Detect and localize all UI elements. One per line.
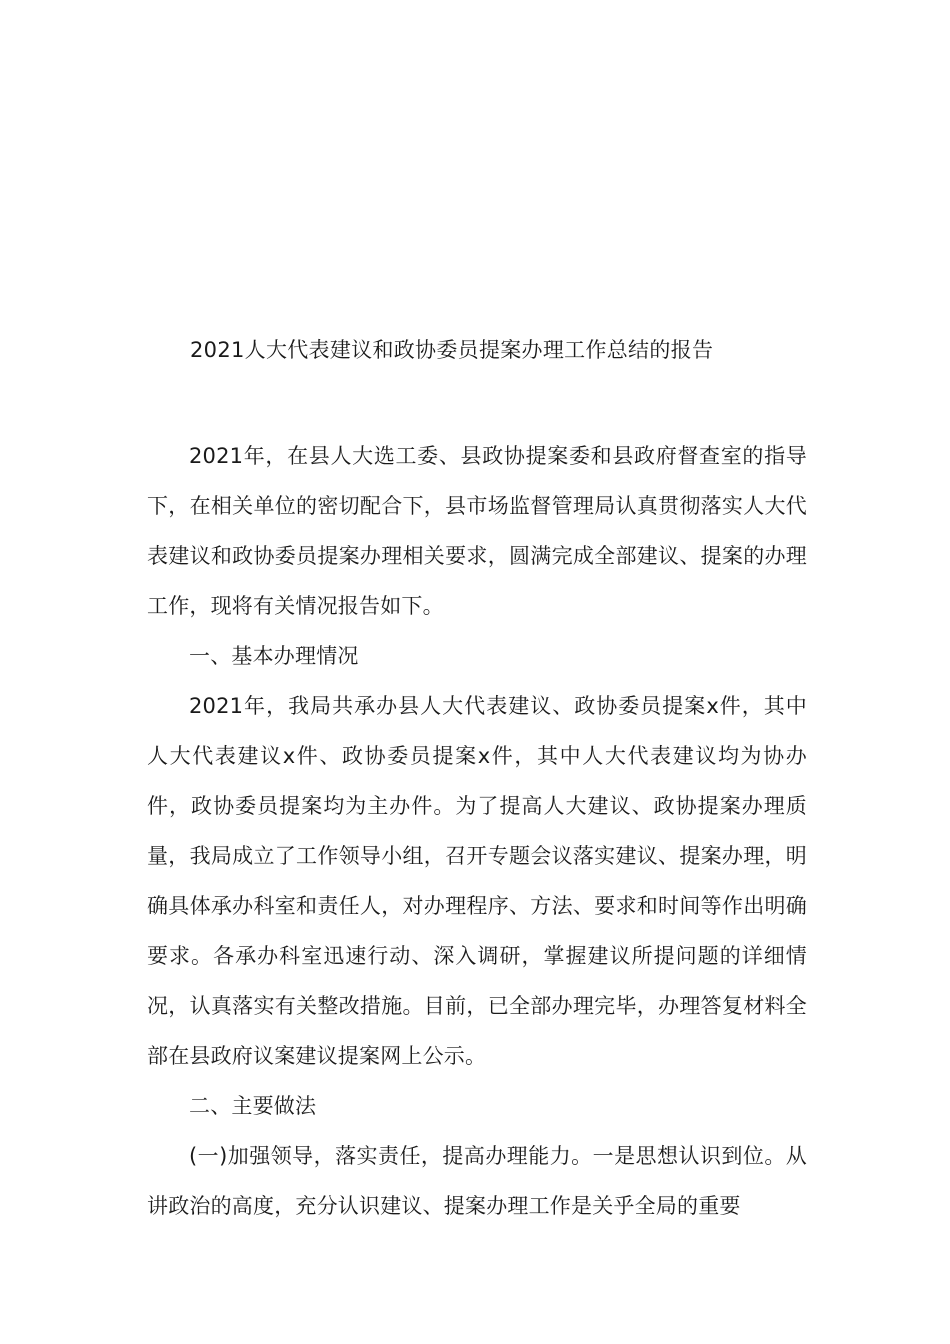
paragraph-basic-situation: 2021年，我局共承办县人大代表建议、政协委员提案x件，其中人大代表建议x件、政协委员提案x件，其中人大代表建议均为协办件，政协委员提案均为主办件。为了提高人大建议、政协提案办理质量，我局成立了工作领导小组，召开专题会议落实建议、提案办理，明确具体承办科室和责任人，对办理程序、方法、要求和时间等作出明确要求。各承办科室迅速行动、深入调研，掌握建议所提问题的详细情况，认真落实有关整改措施。目前，已全部办理完毕，办理答复材料全部在县政府议案建议提案网上公示。: [147, 694, 807, 1068]
section-heading-methods: 二、主要做法: [189, 1094, 317, 1118]
section-heading-basic: 一、基本办理情况: [189, 644, 359, 668]
document-body: [147, 431, 807, 1231]
paragraph-intro: 2021年，在县人大选工委、县政协提案委和县政府督查室的指导下，在相关单位的密切配合下，县市场监督管理局认真贯彻落实人大代表建议和政协委员提案办理相关要求，圆满完成全部建议、提案的办理工作，现将有关情况报告如下。: [147, 444, 807, 618]
paragraph-methods-1: (一)加强领导，落实责任，提高办理能力。一是思想认识到位。从讲政治的高度，充分认识建议、提案办理工作是关乎全局的重要: [147, 1144, 807, 1218]
document-title: 2021人大代表建议和政协委员提案办理工作总结的报告: [190, 338, 714, 362]
